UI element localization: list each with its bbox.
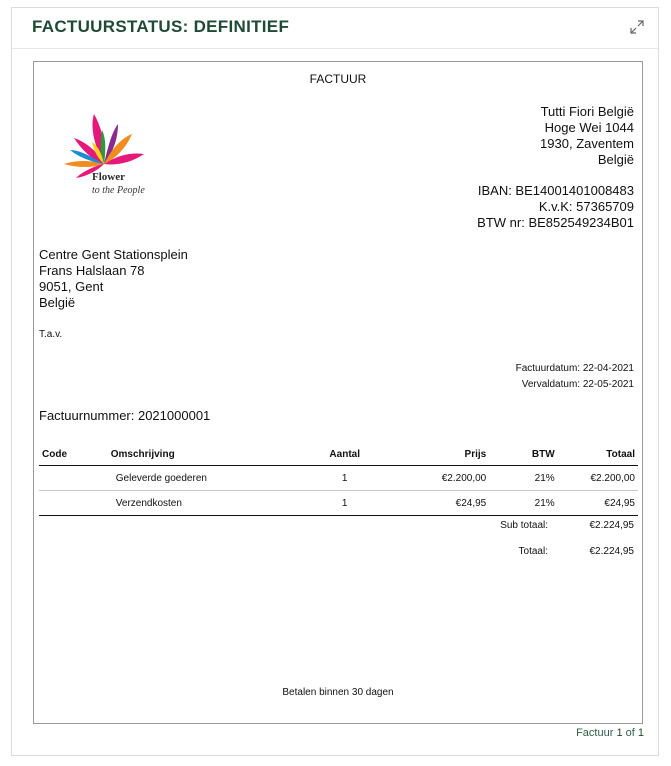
vat-number: BTW nr: BE852549234B01 xyxy=(477,215,634,230)
recipient-city: 9051, Gent xyxy=(39,279,104,294)
invoice-number: Factuurnummer: 2021000001 xyxy=(39,408,211,423)
pager-current: 1 xyxy=(616,727,623,739)
cell-total: €2.200,00 xyxy=(558,466,638,491)
cell-price: €2.200,00 xyxy=(392,466,489,491)
table-header-row xyxy=(39,447,638,466)
company-city: 1930, Zaventem xyxy=(540,136,634,151)
attention-line: T.a.v. xyxy=(39,329,63,340)
recipient-street: Frans Halslaan 78 xyxy=(39,263,145,278)
invoice-totals xyxy=(478,520,634,572)
cell-price: €24,95 xyxy=(392,491,489,516)
logo-text-line1: Flower xyxy=(92,171,125,183)
kvk-number: K.v.K: 57365709 xyxy=(538,199,634,214)
invoice-date: Factuurdatum: 22-04-2021 xyxy=(515,363,634,374)
due-date: Vervaldatum: 22-05-2021 xyxy=(521,379,634,390)
cell-description: Verzendkosten xyxy=(108,491,298,516)
cell-quantity: 1 xyxy=(297,491,392,516)
col-header-code: Code xyxy=(39,447,108,466)
col-header-price: Prijs xyxy=(392,447,489,466)
total-label: Totaal: xyxy=(518,546,548,557)
pager-label: Factuur xyxy=(576,727,614,739)
flower-petals-icon xyxy=(64,114,144,178)
pager-of: of xyxy=(625,727,635,739)
company-address xyxy=(540,104,634,168)
logo-text-line2: to the People xyxy=(92,185,145,196)
col-header-description: Omschrijving xyxy=(108,447,298,466)
panel-title: FACTUURSTATUS: DEFINITIEF xyxy=(32,17,290,36)
table-row xyxy=(39,491,638,516)
cell-vat: 21% xyxy=(489,466,557,491)
table-row xyxy=(39,466,638,491)
col-header-quantity: Aantal xyxy=(297,447,392,466)
company-bank-details xyxy=(477,183,634,231)
company-name: Tutti Fiori België xyxy=(540,104,634,119)
cell-code xyxy=(39,466,108,491)
company-country: België xyxy=(597,152,634,167)
total-row xyxy=(478,546,634,572)
col-header-vat: BTW xyxy=(489,447,557,466)
total-value: €2.224,95 xyxy=(589,546,634,557)
recipient-country: België xyxy=(39,295,76,310)
iban: IBAN: BE14001401008483 xyxy=(477,183,634,198)
recipient-address xyxy=(39,247,188,311)
page-indicator xyxy=(576,727,644,739)
subtotal-row xyxy=(478,520,634,546)
cell-vat: 21% xyxy=(489,491,557,516)
panel-header xyxy=(12,8,658,49)
cell-total: €24,95 xyxy=(558,491,638,516)
pager-total: 1 xyxy=(637,727,644,739)
payment-note: Betalen binnen 30 dagen xyxy=(282,687,394,698)
cell-code xyxy=(39,491,108,516)
subtotal-label: Sub totaal: xyxy=(500,520,548,531)
subtotal-value: €2.224,95 xyxy=(589,520,634,531)
invoice-heading: FACTUUR xyxy=(309,72,367,86)
recipient-name: Centre Gent Stationsplein xyxy=(39,247,188,262)
cell-quantity: 1 xyxy=(297,466,392,491)
cell-description: Geleverde goederen xyxy=(108,466,298,491)
flower-logo xyxy=(46,106,156,196)
invoice-dates xyxy=(516,361,634,393)
expand-icon[interactable] xyxy=(630,20,644,34)
line-items-table xyxy=(39,447,638,516)
col-header-total: Totaal xyxy=(558,447,638,466)
company-street: Hoge Wei 1044 xyxy=(544,120,634,135)
invoice-document xyxy=(33,61,643,724)
invoice-status-panel xyxy=(11,7,659,756)
